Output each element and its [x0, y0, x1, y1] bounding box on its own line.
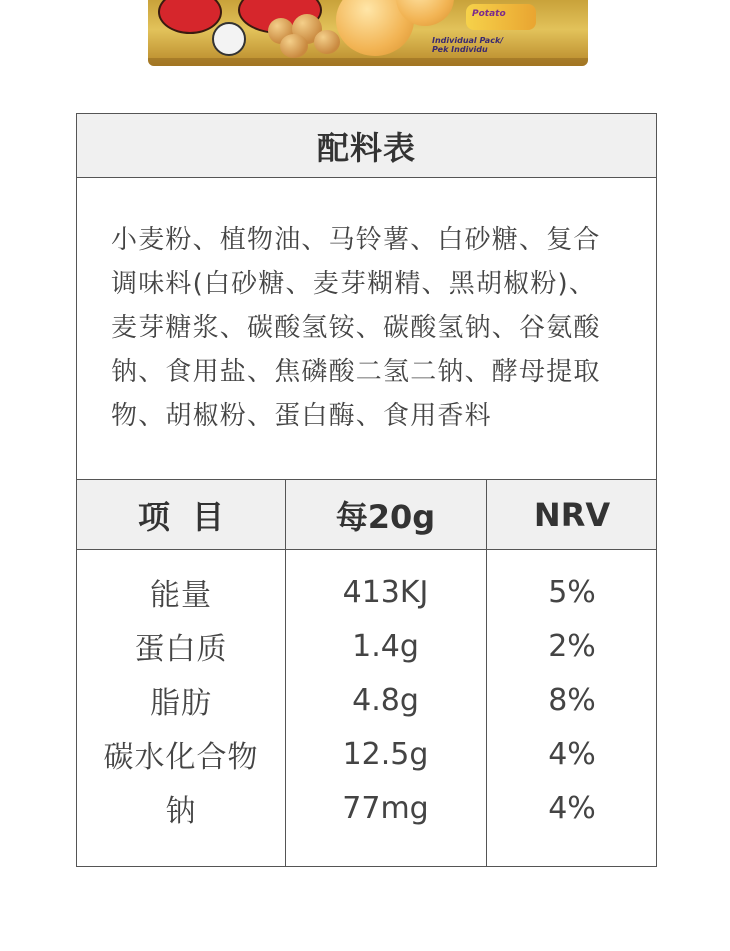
title-row: [77, 114, 656, 178]
nutrition-table: [76, 113, 657, 867]
nutrient-amount: 413KJ: [342, 574, 429, 610]
table-row: [77, 781, 656, 835]
header-nrv: NRV: [533, 496, 611, 534]
mascot-shape: [158, 0, 222, 34]
table-row: [77, 727, 656, 781]
ingredients-line: 麦芽糖浆、碳酸氢铵、碳酸氢钠、谷氨酸: [111, 313, 601, 343]
nutrient-nrv: 4%: [548, 790, 596, 826]
nutrient-nrv: 8%: [548, 682, 596, 718]
nutrient-nrv: 4%: [548, 736, 596, 772]
nutrient-nrv: 2%: [548, 628, 596, 664]
ingredients-line: 钠、食用盐、焦磷酸二氢二钠、酵母提取: [111, 357, 601, 387]
nutrient-amount: 4.8g: [352, 682, 419, 718]
snack-ball: [314, 30, 340, 54]
header-row: [77, 480, 656, 550]
nutrient-name: 蛋白质: [134, 632, 228, 667]
nutrient-amount: 77mg: [342, 790, 429, 826]
table-row: [77, 565, 656, 619]
nutrient-name: 碳水化合物: [103, 740, 259, 775]
nutrient-amount: 1.4g: [352, 628, 419, 664]
ingredients-line: 调味料(白砂糖、麦芽糊精、黑胡椒粉)、: [111, 269, 597, 299]
table-row: [77, 619, 656, 673]
header-per20g: 每20g: [335, 498, 436, 536]
brand-logo: Potato: [466, 4, 536, 30]
snack-ball: [280, 34, 308, 58]
nutrient-name: 钠: [165, 794, 197, 829]
nutrient-nrv: 5%: [548, 574, 596, 610]
ingredients-line: 小麦粉、植物油、马铃薯、白砂糖、复合: [111, 225, 601, 255]
table-row: [77, 673, 656, 727]
pack-label: Individual Pack/ Pek Individu: [432, 36, 504, 54]
ingredients-line: 物、胡椒粉、蛋白酶、食用香料: [111, 401, 492, 431]
nutrient-name: 能量: [150, 578, 212, 613]
nutrient-amount: 12.5g: [342, 736, 429, 772]
nutrient-name: 脂肪: [150, 686, 212, 721]
table-title: 配料表: [316, 128, 416, 167]
product-image: [148, 0, 588, 66]
halal-logo-icon: [212, 22, 246, 56]
ingredients-block: [77, 178, 656, 480]
header-item: 项目: [137, 498, 246, 536]
